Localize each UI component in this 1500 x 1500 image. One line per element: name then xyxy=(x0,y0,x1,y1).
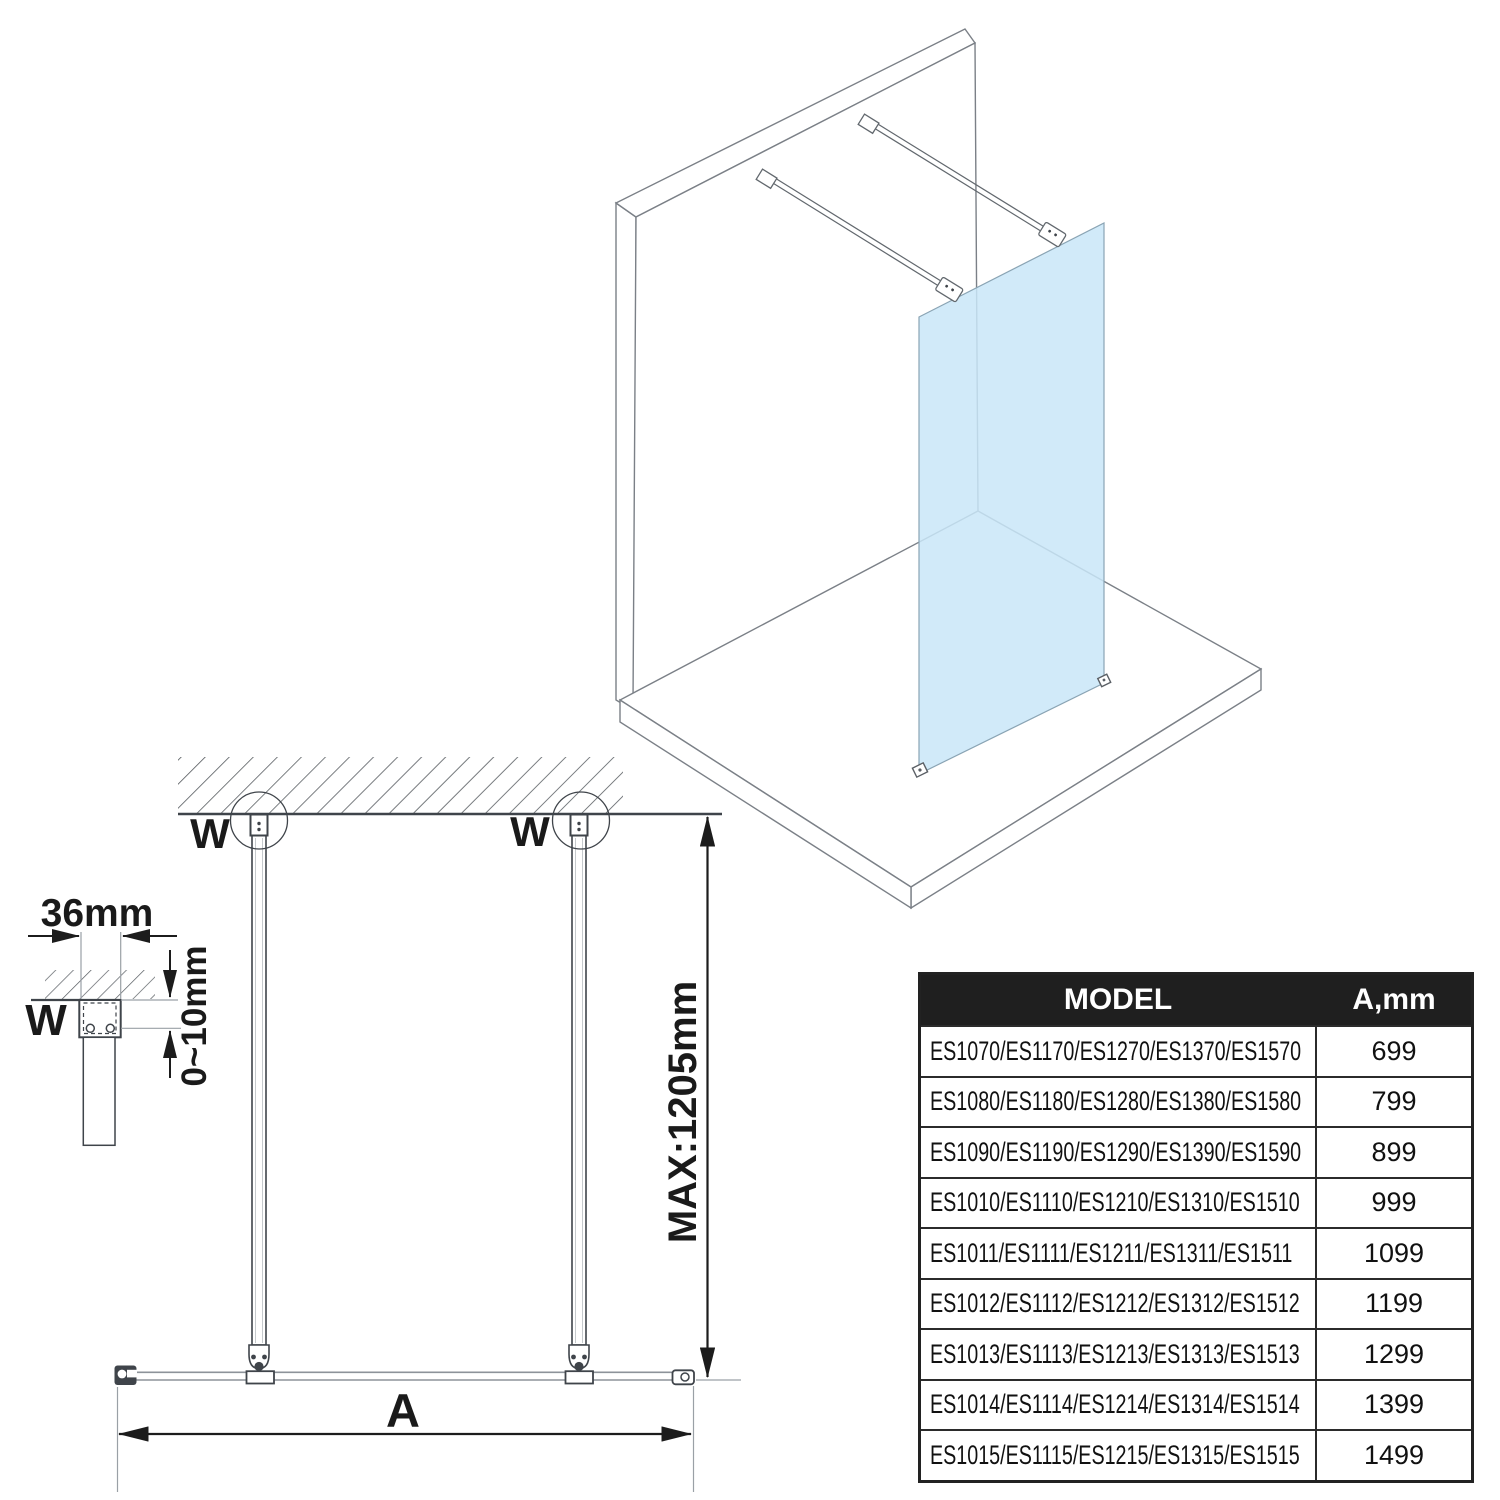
column-header-model: MODEL xyxy=(920,974,1317,1027)
model-cell: ES1010/ES1110/ES1210/ES1310/ES1510 xyxy=(930,1187,1300,1218)
wall-bracket-detail-view xyxy=(25,892,214,1145)
table-row xyxy=(920,1228,1473,1279)
dimension-label-gap: 0~10mm xyxy=(175,945,214,1087)
end-fitting-right xyxy=(673,1370,695,1384)
glass-panel xyxy=(919,223,1104,774)
model-cell: ES1012/ES1112/ES1212/ES1312/ES1512 xyxy=(930,1288,1300,1319)
clamp-block-left xyxy=(247,1371,275,1383)
wall-marker-left: W xyxy=(190,810,230,857)
support-bar-right xyxy=(553,792,610,1371)
a-mm-cell: 1199 xyxy=(1316,1279,1473,1330)
detail-bracket xyxy=(79,1000,120,1037)
table-row xyxy=(920,1127,1473,1178)
a-mm-cell: 799 xyxy=(1316,1077,1473,1128)
support-bar-left xyxy=(231,792,288,1371)
detail-wall-marker: W xyxy=(25,996,67,1045)
a-mm-cell: 999 xyxy=(1316,1178,1473,1229)
table-row xyxy=(920,1077,1473,1128)
table-header-row xyxy=(920,974,1473,1027)
a-mm-cell: 899 xyxy=(1316,1127,1473,1178)
dimension-0-10mm xyxy=(121,945,214,1086)
plan-view xyxy=(115,757,742,1492)
a-mm-cell: 1299 xyxy=(1316,1329,1473,1380)
dimension-label-36mm: 36mm xyxy=(40,892,154,935)
table-row xyxy=(920,1178,1473,1229)
table-row xyxy=(920,1380,1473,1431)
dimension-max-height xyxy=(661,817,741,1380)
a-mm-cell: 699 xyxy=(1316,1026,1473,1077)
model-cell: ES1014/ES1114/ES1214/ES1314/ES1514 xyxy=(930,1389,1300,1420)
dimension-A xyxy=(118,1384,694,1492)
end-fitting-left xyxy=(115,1366,138,1386)
column-header-a-mm: A,mm xyxy=(1316,974,1473,1027)
model-cell: ES1090/ES1190/ES1290/ES1390/ES1590 xyxy=(930,1136,1302,1167)
wall-hatch xyxy=(178,757,623,814)
detail-wall-hatch xyxy=(45,970,155,999)
dimension-label-A: A xyxy=(386,1384,420,1437)
a-mm-cell: 1399 xyxy=(1316,1380,1473,1431)
model-cell: ES1015/ES1115/ES1215/ES1315/ES1515 xyxy=(930,1439,1300,1470)
glass-edge xyxy=(115,1366,695,1386)
model-cell: ES1013/ES1113/ES1213/ES1313/ES1513 xyxy=(930,1338,1300,1369)
clamp-block-right xyxy=(566,1371,594,1383)
model-cell: ES1011/ES1111/ES1211/ES1311/ES1511 xyxy=(930,1237,1293,1268)
wall-marker-right: W xyxy=(510,808,550,855)
table-row xyxy=(920,1329,1473,1380)
dimension-label-max: MAX:1205mm xyxy=(661,980,705,1244)
a-mm-cell: 1499 xyxy=(1316,1430,1473,1481)
model-spec-table xyxy=(918,972,1474,1483)
table-row xyxy=(920,1430,1473,1481)
model-cell: ES1070/ES1170/ES1270/ES1370/ES1570 xyxy=(930,1035,1302,1066)
table-row xyxy=(920,1279,1473,1330)
table-row xyxy=(920,1026,1473,1077)
isometric-view xyxy=(616,29,1261,908)
detail-bar-stub xyxy=(83,1037,115,1145)
a-mm-cell: 1099 xyxy=(1316,1228,1473,1279)
model-cell: ES1080/ES1180/ES1280/ES1380/ES1580 xyxy=(930,1086,1302,1117)
